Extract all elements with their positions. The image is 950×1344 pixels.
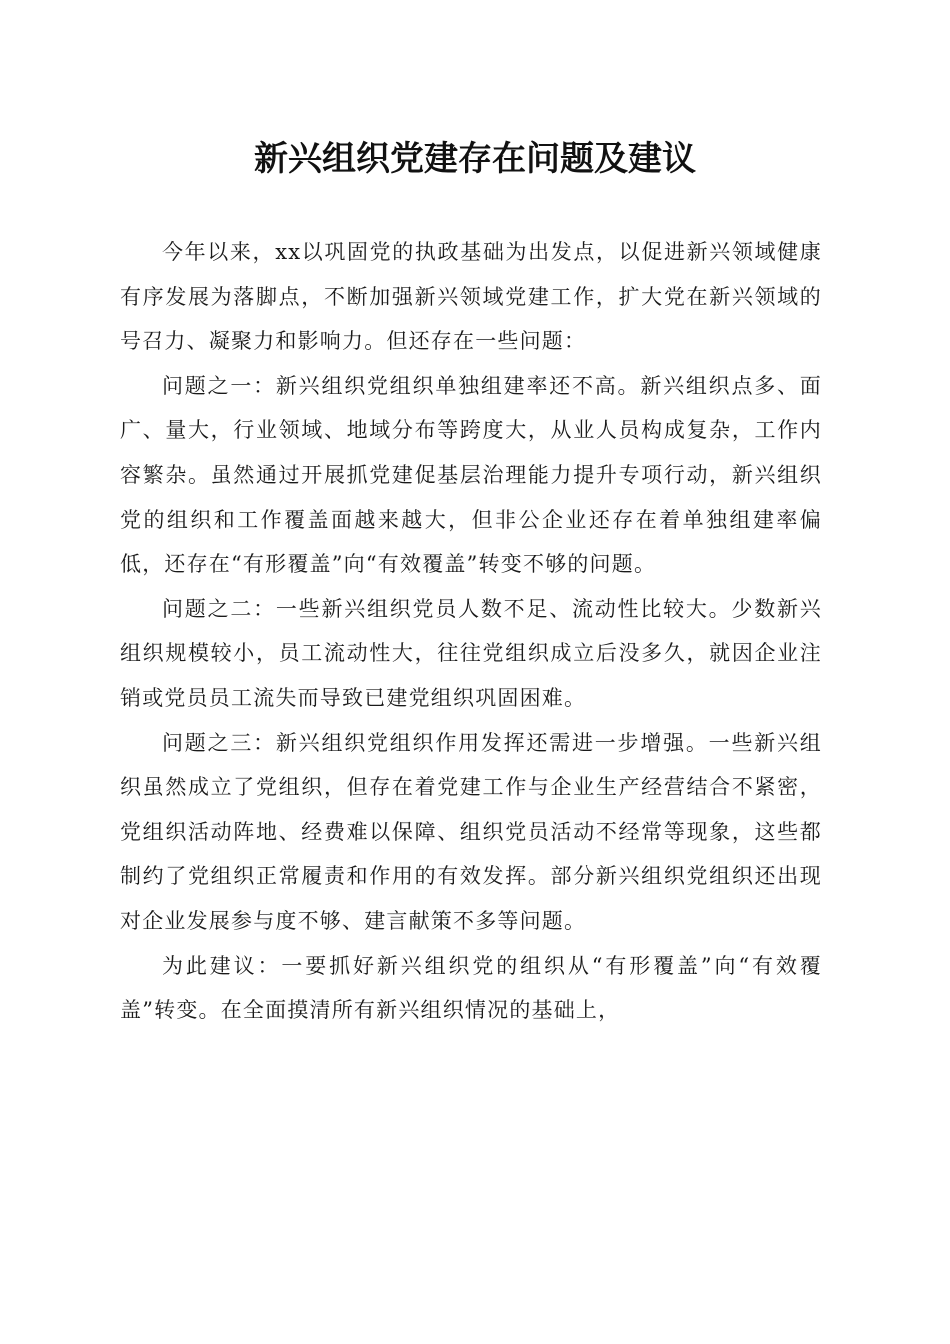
paragraph-problem-1: 问题之一：新兴组织党组织单独组建率还不高。新兴组织点多、面广、量大，行业领域、地域分布等跨度大，从业人员构成复杂，工作内容繁杂。虽然通过开展抓党建促基层治理能力提升专项行动，新兴组织党的组织和工作覆盖面越来越大，但非公企业还存在着单独组建率偏低，还存在“有形覆盖”向“有效覆盖”转变不够的问题。 xyxy=(120,373,822,577)
paragraph-problem-2: 问题之二：一些新兴组织党员人数不足、流动性比较大。少数新兴组织规模较小，员工流动性大，往往党组织成立后没多久，就因企业注销或党员员工流失而导致已建党组织巩固困难。 xyxy=(120,596,822,710)
paragraph-intro: 今年以来，xx以巩固党的执政基础为出发点，以促进新兴领域健康有序发展为落脚点，不断加强新兴领域党建工作，扩大党在新兴领域的号召力、凝聚力和影响力。但还存在一些问题： xyxy=(120,240,822,354)
document-body xyxy=(120,230,822,1033)
document-title: 新兴组织党建存在问题及建议 xyxy=(254,139,696,179)
paragraph-suggestion: 为此建议：一要抓好新兴组织党的组织从“有形覆盖”向“有效覆盖”转变。在全面摸清所有新兴组织情况的基础上， xyxy=(120,953,822,1023)
paragraph-problem-3: 问题之三：新兴组织党组织作用发挥还需进一步增强。一些新兴组织虽然成立了党组织，但存在着党建工作与企业生产经营结合不紧密，党组织活动阵地、经费难以保障、组织党员活动不经常等现象，这些都制约了党组织正常履责和作用的有效发挥。部分新兴组织党组织还出现对企业发展参与度不够、建言献策不多等问题。 xyxy=(120,730,822,933)
